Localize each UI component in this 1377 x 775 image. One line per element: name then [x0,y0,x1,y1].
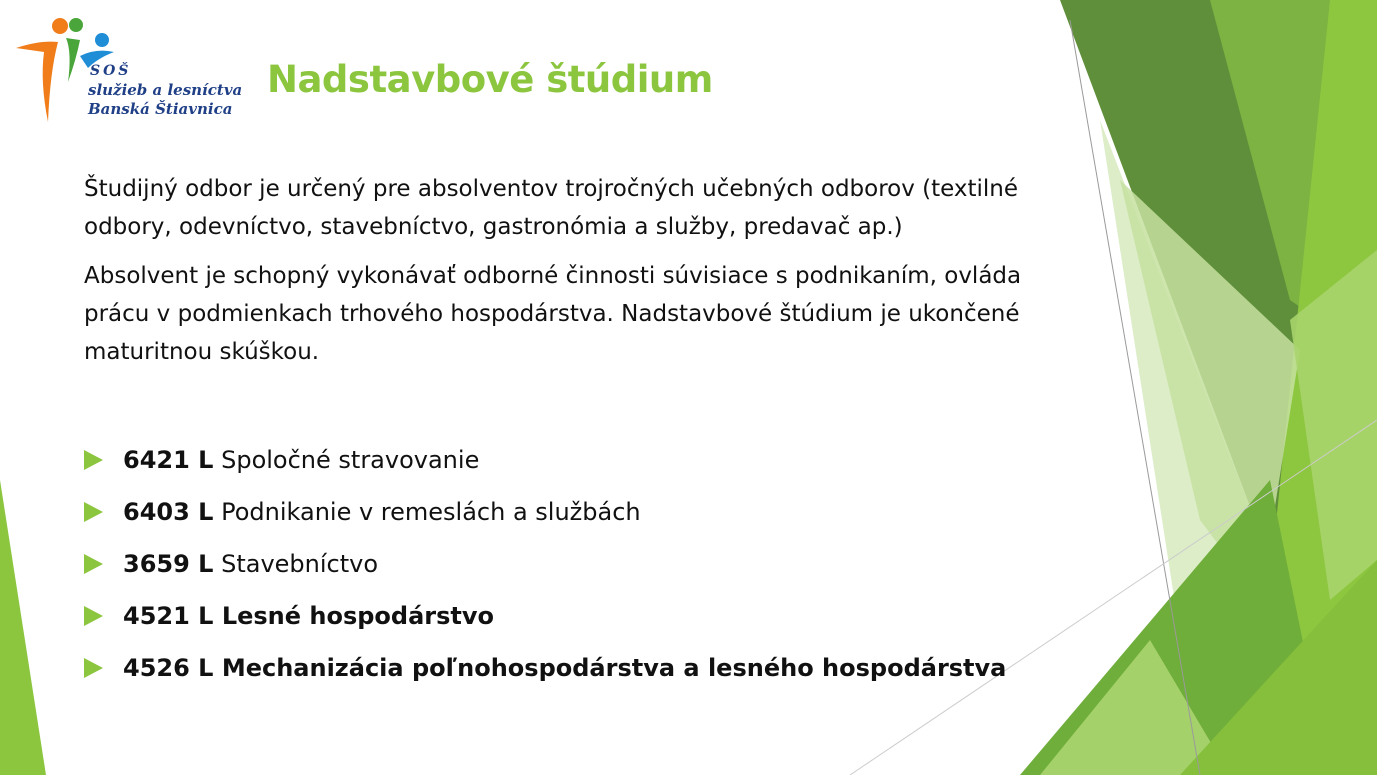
paragraph-intro: Študijný odbor je určený pre absolventov trojročných učebných odborov (textilné odbory, odevníctvo, stavebníctvo, gastronómia a služby, predavač ap.) [84,176,1019,240]
triangle-bullet-icon [84,658,103,678]
triangle-bullet-icon [84,554,103,574]
course-code: 6403 L [123,498,214,526]
logo-line-2: služieb a lesníctva [88,81,243,99]
slide-title: Nadstavbové štúdium [267,58,713,101]
triangle-bullet-icon [84,502,103,522]
paragraph-graduate: Absolvent je schopný vykonávať odborné činnosti súvisiace s podnikaním, ovláda prácu v podmienkach trhového hospodárstva. Nadstavbové štúdium je ukončené maturitnou skúškou. [84,263,1022,365]
course-name: Stavebníctvo [221,550,379,578]
list-item [84,538,1006,590]
triangle-bullet-icon [84,450,103,470]
course-code: 3659 L [123,550,214,578]
triangle-bullet-icon [84,606,103,626]
list-item [84,434,1006,486]
course-name: Spoločné stravovanie [221,446,480,474]
list-item [84,590,1006,642]
course-code: 4521 L [123,602,214,630]
logo-line-1: SOŠ [90,63,132,79]
course-name: Mechanizácia poľnohospodárstva a lesného hospodárstva [221,654,1007,682]
list-item [84,486,1006,538]
logo-text [88,62,242,119]
course-code: 4526 L [123,654,214,682]
list-item [84,642,1006,694]
course-name: Podnikanie v remeslách a službách [221,498,641,526]
logo-line-3: Banská Štiavnica [88,100,233,118]
course-code: 6421 L [123,446,214,474]
course-list [84,434,1006,694]
left-green-strip [0,480,46,775]
school-logo [10,12,245,127]
description [84,170,1074,382]
course-name: Lesné hospodárstvo [221,602,495,630]
